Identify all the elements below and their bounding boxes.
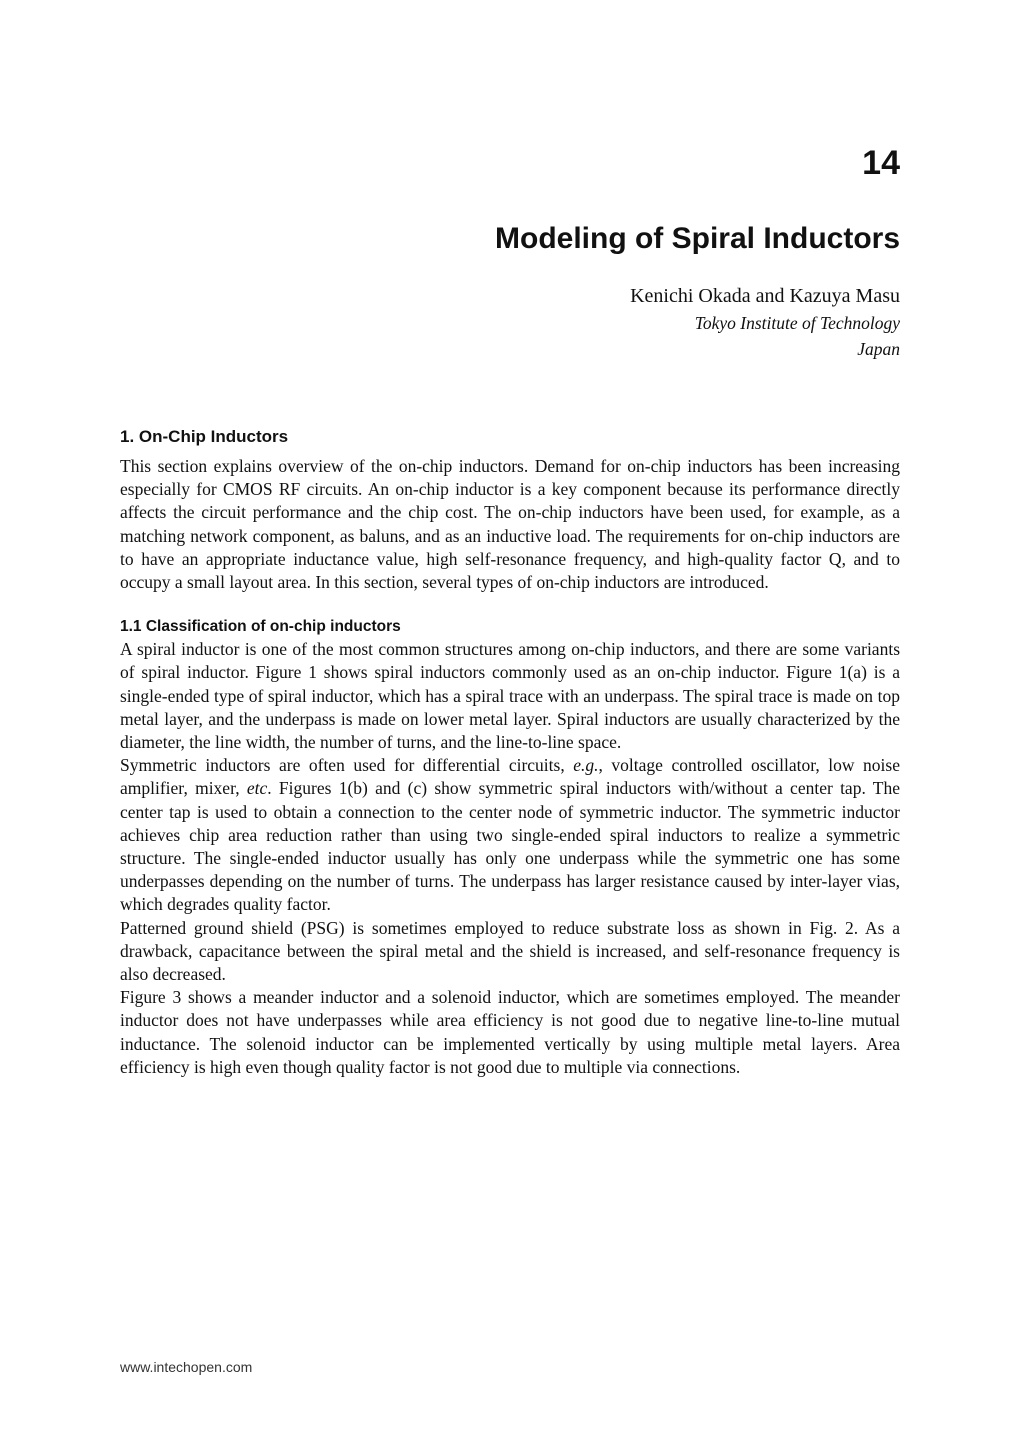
paragraph-symmetric-inductor (120, 754, 900, 916)
paragraph-spiral-inductor: A spiral inductor is one of the most common structures among on-chip inductors, and there are some variants of spiral inductor. Figure 1 shows spiral inductors commonly used as an on-chip inductor. Figure 1(a) is a single-ended type of spiral inductor, which has a spiral trace with an underpass. The spiral trace is made on top metal layer, and the underpass is made on lower metal layer. Spiral inductors are usually characterized by the diameter, the line width, the number of turns, and the line-to-line space. (120, 639, 900, 753)
author-affiliation: Tokyo Institute of Technology (694, 313, 900, 333)
section-heading: 1. On-Chip Inductors (120, 427, 289, 446)
author-block (630, 282, 900, 362)
chapter-title: Modeling of Spiral Inductors (495, 222, 900, 255)
subsection-heading: 1.1 Classification of on-chip inductors (120, 618, 401, 636)
footer-url: www.intechopen.com (120, 1359, 253, 1375)
paragraph-text: . Figures 1(b) and (c) show symmetric spiral inductors with/without a center tap. The center tap is used to obtain a connection to the center node of symmetric inductor. The symmetric inductor achieves chip area reduction rather than using two single-ended spiral inductors to realize a symmetric structure. The single-ended inductor usually has only one underpass while the symmetric one has some underpasses depending on the number of turns. The underpass has larger resistance caused by inter-layer vias, which degrades quality factor. (120, 778, 900, 915)
author-country: Japan (857, 339, 900, 359)
chapter-number: 14 (862, 144, 900, 182)
main-content (120, 425, 900, 1079)
paragraph-meander-solenoid: Figure 3 shows a meander inductor and a solenoid inductor, which are sometimes employed. The meander inductor does not have underpasses while area efficiency is not good due to negative line-to-line mutual inductance. The solenoid inductor can be implemented vertically by using multiple metal layers. Area efficiency is high even though quality factor is not good due to multiple via connections. (120, 987, 900, 1077)
paragraph-ground-shield: Patterned ground shield (PSG) is sometimes employed to reduce substrate loss as shown in Fig. 2. As a drawback, capacitance between the spiral metal and the shield is increased, and self-resonance frequency is also decreased. (120, 917, 900, 985)
author-names: Kenichi Okada and Kazuya Masu (630, 285, 900, 307)
paragraph-text: , voltage controlled oscillator, low noise amplifier, mixer, (120, 755, 900, 799)
section-paragraph: This section explains overview of the on-chip inductors. Demand for on-chip inductors has been increasing especially for CMOS RF circuits. An on-chip inductor is a key component because its performance directly affects the circuit performance and the chip cost. The on-chip inductors have been used, for example, as a matching network component, as baluns, and as an inductive load. The requirements for on-chip inductors are to have an appropriate inductance value, high self-resonance frequency, and high-quality factor Q, and to occupy a small layout area. In this section, several types of on-chip inductors are introduced. (120, 456, 900, 593)
paragraph-text: Symmetric inductors are often used for differential circuits, (120, 755, 574, 776)
italic-eg: e.g. (573, 755, 599, 776)
italic-etc: etc (246, 778, 268, 799)
